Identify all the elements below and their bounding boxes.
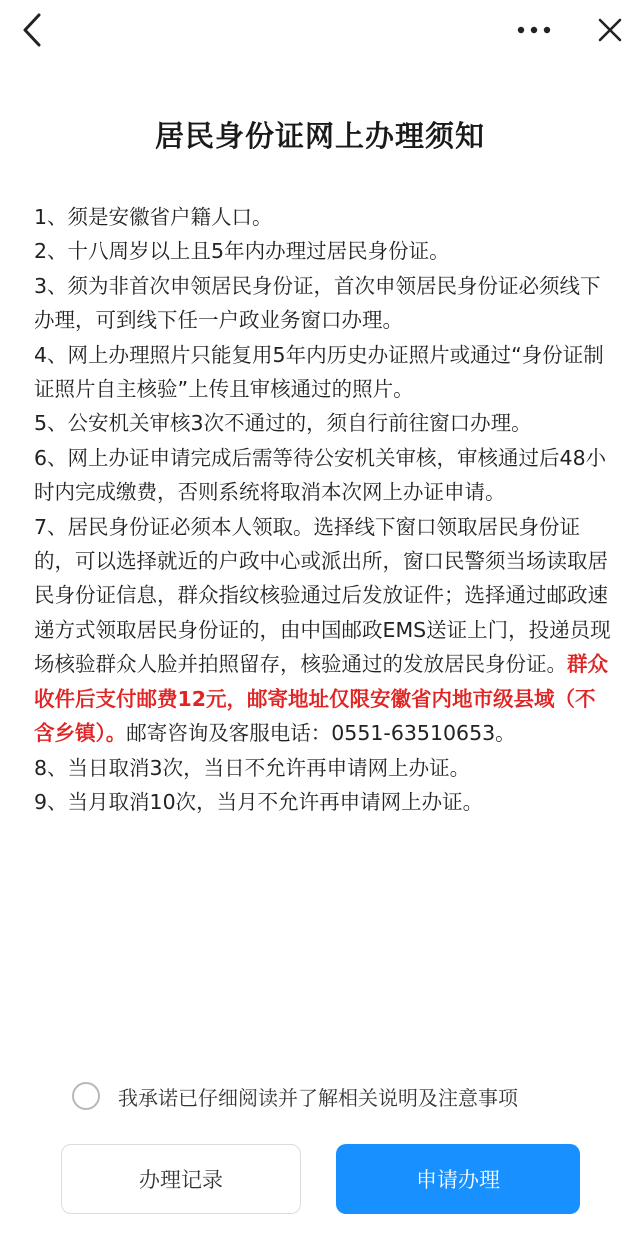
agreement-radio[interactable] (72, 1082, 100, 1110)
notice-text: 邮寄咨询及客服电话：0551-63510653。 (126, 721, 516, 746)
agreement-label[interactable]: 我承诺已仔细阅读并了解相关说明及注意事项 (118, 1085, 518, 1110)
notice-item: 2、十八周岁以上且5年内办理过居民身份证。 (34, 239, 450, 264)
notice-item: 9、当月取消10次，当月不允许再申请网上办证。 (34, 789, 484, 814)
chevron-left-icon (20, 12, 44, 48)
agreement-row[interactable] (72, 1079, 518, 1113)
notice-list (34, 200, 614, 819)
more-button[interactable] (514, 10, 554, 50)
apply-button[interactable]: 申请办理 (336, 1144, 580, 1214)
notice-item: 3、须为非首次申领居民身份证，首次申领居民身份证必须线下办理，可到线下任一户政业务窗口办理。 (34, 273, 601, 333)
notice-item: 6、网上办证申请完成后需等待公安机关审核，审核通过后48小时内完成缴费，否则系统将取消本次网上办证申请。 (34, 445, 607, 505)
notice-text: 7、居民身份证必须本人领取。选择线下窗口领取居民身份证的，可以选择就近的户政中心或派出所，窗口民警须当场读取居民身份证信息，群众指纹核验通过后发放证件；选择通过邮政速递方式领取居民身份证的，由中国邮政EMS送证上门，投递员现场核验群众人脸并拍照留存，核验通过的发放居民身份证。 (34, 514, 611, 677)
notice-item: 4、网上办理照片只能复用5年内历史办证照片或通过“身份证制证照片自主核验”上传且审核通过的照片。 (34, 342, 604, 402)
page-title: 居民身份证网上办理须知 (154, 119, 485, 153)
notice-item: 8、当日取消3次，当日不允许再申请网上办证。 (34, 755, 471, 780)
notice-item: 1、须是安徽省户籍人口。 (34, 205, 273, 229)
notice-item: 5、公安机关审核3次不通过的，须自行前往窗口办理。 (34, 411, 532, 436)
top-navigation-bar (0, 0, 640, 62)
back-button[interactable] (10, 8, 54, 52)
highlighted-notice-text: 群众收件后支付邮费12元，邮寄地址仅限安徽省内地市级县域（不含乡镇）。 (34, 652, 608, 746)
notice-item (34, 510, 614, 751)
records-button[interactable]: 办理记录 (61, 1144, 301, 1214)
more-horizontal-icon (516, 25, 552, 35)
close-icon (596, 16, 624, 44)
close-button[interactable] (588, 8, 632, 52)
